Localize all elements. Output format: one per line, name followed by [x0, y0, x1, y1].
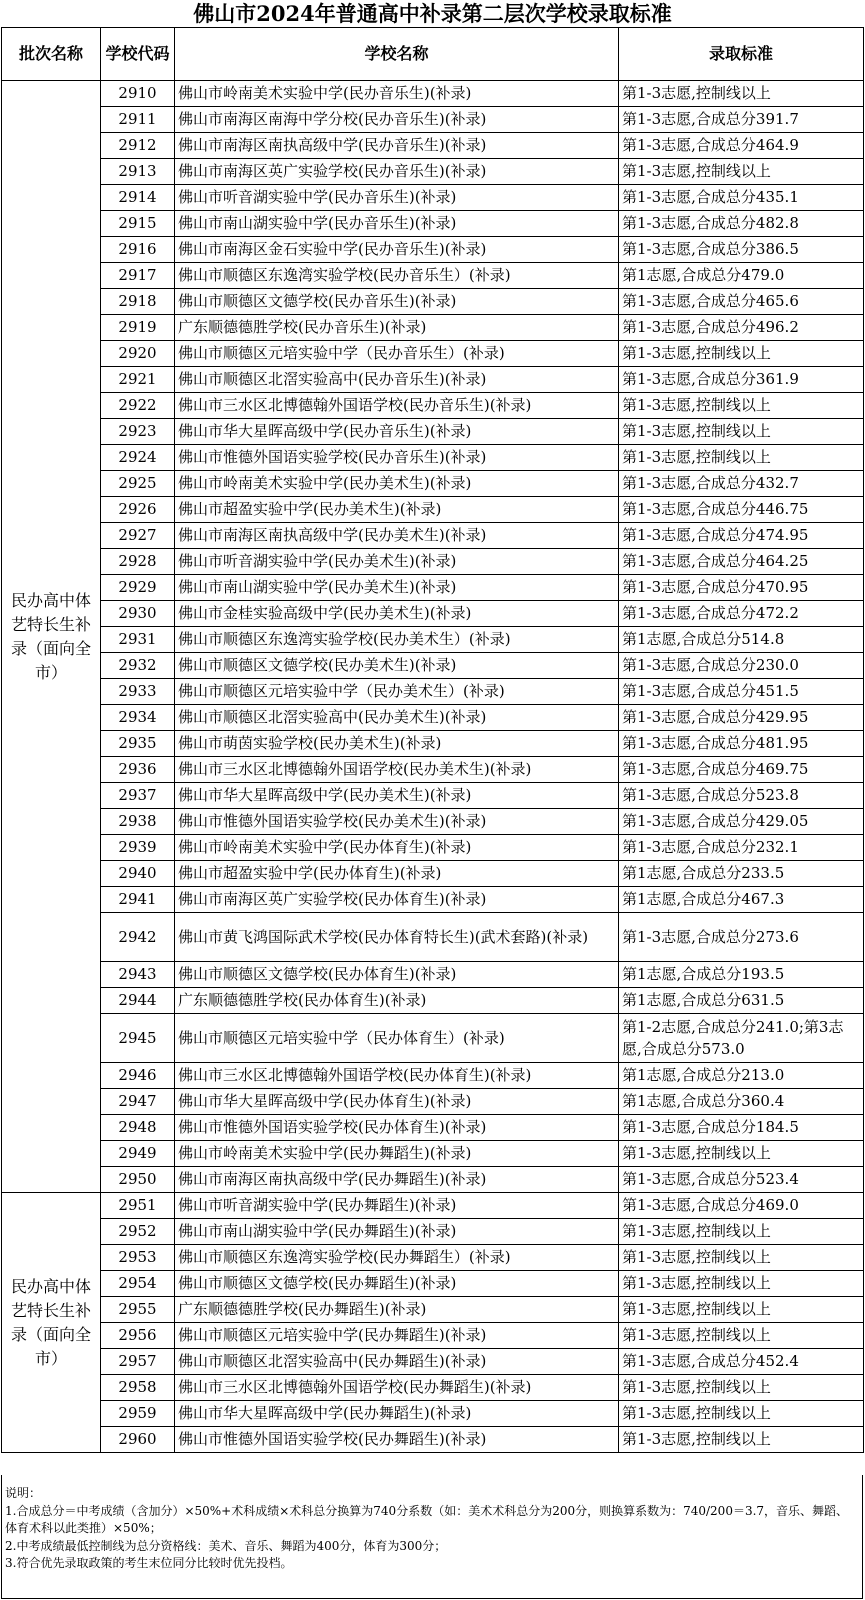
admission-table [1, 27, 864, 1453]
batch-name-cell: 民办高中体艺特长生补录（面向全市） [2, 1193, 101, 1453]
note-line: 1.合成总分＝中考成绩（含加分）×50%+术科成绩×术科总分换算为740分系数（如：美术术科总分为200分，则换算系数为：740/200＝3.7，音乐、舞蹈、体育术科以此类推）×50%； [5, 1503, 849, 1535]
school-name-cell: 佛山市南海区南执高级中学(民办舞蹈生)(补录) [175, 1167, 619, 1193]
school-code-cell: 2948 [101, 1115, 175, 1141]
table-row [2, 962, 864, 988]
admission-standard-cell: 第1-3志愿,合成总分464.25 [619, 549, 864, 575]
table-row [2, 679, 864, 705]
page-title: 佛山市2024年普通高中补录第二层次学校录取标准 [193, 1, 672, 26]
school-code-cell: 2955 [101, 1297, 175, 1323]
admission-standard-cell: 第1-3志愿,合成总分446.75 [619, 497, 864, 523]
table-row [2, 861, 864, 887]
table-row [2, 809, 864, 835]
admission-standard-cell: 第1-3志愿,合成总分230.0 [619, 653, 864, 679]
school-code-cell: 2949 [101, 1141, 175, 1167]
school-code-cell: 2910 [101, 81, 175, 107]
school-code-cell: 2952 [101, 1219, 175, 1245]
school-name-cell: 佛山市南海区英广实验学校(民办体育生)(补录) [175, 887, 619, 913]
school-code-cell: 2942 [101, 913, 175, 962]
table-row [2, 1401, 864, 1427]
table-row [2, 1115, 864, 1141]
admission-standard-cell: 第1-3志愿,合成总分273.6 [619, 913, 864, 962]
school-name-cell: 佛山市华大星晖高级中学(民办体育生)(补录) [175, 1089, 619, 1115]
school-code-cell: 2932 [101, 653, 175, 679]
table-row [2, 757, 864, 783]
admission-standard-cell: 第1志愿,合成总分514.8 [619, 627, 864, 653]
table-row [2, 1375, 864, 1401]
school-name-cell: 佛山市南山湖实验中学(民办舞蹈生)(补录) [175, 1219, 619, 1245]
school-name-cell: 广东顺德德胜学校(民办舞蹈生)(补录) [175, 1297, 619, 1323]
table-row [2, 1271, 864, 1297]
table-row [2, 1014, 864, 1063]
school-code-cell: 2911 [101, 107, 175, 133]
school-code-cell: 2951 [101, 1193, 175, 1219]
admission-standard-cell: 第1-3志愿,控制线以上 [619, 1271, 864, 1297]
school-name-cell: 佛山市顺德区元培实验中学（民办美术生）(补录) [175, 679, 619, 705]
school-name-cell: 佛山市岭南美术实验中学(民办美术生)(补录) [175, 471, 619, 497]
table-row [2, 159, 864, 185]
school-name-cell: 佛山市南海区南执高级中学(民办美术生)(补录) [175, 523, 619, 549]
note-line: 说明： [5, 1486, 42, 1500]
table-row [2, 523, 864, 549]
school-name-cell: 佛山市顺德区东逸湾实验学校(民办舞蹈生）(补录) [175, 1245, 619, 1271]
school-name-cell: 佛山市顺德区北滘实验高中(民办音乐生)(补录) [175, 367, 619, 393]
school-code-cell: 2930 [101, 601, 175, 627]
admission-standard-cell: 第1志愿,合成总分479.0 [619, 263, 864, 289]
school-code-cell: 2946 [101, 1063, 175, 1089]
table-row [2, 471, 864, 497]
table-row [2, 887, 864, 913]
school-name-cell: 佛山市惟德外国语实验学校(民办体育生)(补录) [175, 1115, 619, 1141]
school-code-cell: 2923 [101, 419, 175, 445]
header-code: 学校代码 [101, 28, 175, 81]
admission-standard-cell: 第1-3志愿,合成总分452.4 [619, 1349, 864, 1375]
table-body [2, 81, 864, 1453]
admission-standard-cell: 第1-3志愿,合成总分523.4 [619, 1167, 864, 1193]
table-row [2, 107, 864, 133]
table-row [2, 601, 864, 627]
school-name-cell: 佛山市惟德外国语实验学校(民办音乐生)(补录) [175, 445, 619, 471]
admission-standard-cell: 第1志愿,合成总分467.3 [619, 887, 864, 913]
school-name-cell: 佛山市惟德外国语实验学校(民办美术生)(补录) [175, 809, 619, 835]
school-code-cell: 2937 [101, 783, 175, 809]
admission-standard-cell: 第1-3志愿,合成总分432.7 [619, 471, 864, 497]
school-code-cell: 2915 [101, 211, 175, 237]
school-name-cell: 广东顺德德胜学校(民办体育生)(补录) [175, 988, 619, 1014]
school-name-cell: 佛山市三水区北博德翰外国语学校(民办美术生)(补录) [175, 757, 619, 783]
header-batch: 批次名称 [2, 28, 101, 81]
table-row [2, 1167, 864, 1193]
admission-standard-cell: 第1-3志愿,合成总分474.95 [619, 523, 864, 549]
school-code-cell: 2921 [101, 367, 175, 393]
school-code-cell: 2957 [101, 1349, 175, 1375]
school-name-cell: 佛山市南海区南海中学分校(民办音乐生)(补录) [175, 107, 619, 133]
admission-standard-cell: 第1-3志愿,合成总分386.5 [619, 237, 864, 263]
admission-standard-cell: 第1-3志愿,控制线以上 [619, 1297, 864, 1323]
school-code-cell: 2920 [101, 341, 175, 367]
school-code-cell: 2925 [101, 471, 175, 497]
school-code-cell: 2916 [101, 237, 175, 263]
table-row [2, 393, 864, 419]
admission-standard-cell: 第1-3志愿,合成总分361.9 [619, 367, 864, 393]
school-code-cell: 2914 [101, 185, 175, 211]
school-name-cell: 佛山市三水区北博德翰外国语学校(民办音乐生)(补录) [175, 393, 619, 419]
school-code-cell: 2938 [101, 809, 175, 835]
school-code-cell: 2922 [101, 393, 175, 419]
table-row [2, 575, 864, 601]
admission-standard-cell: 第1-3志愿,合成总分470.95 [619, 575, 864, 601]
school-name-cell: 佛山市顺德区元培实验中学(民办舞蹈生)(补录) [175, 1323, 619, 1349]
admission-standard-cell: 第1-3志愿,控制线以上 [619, 341, 864, 367]
table-row [2, 445, 864, 471]
school-name-cell: 佛山市萌茵实验学校(民办美术生)(补录) [175, 731, 619, 757]
school-name-cell: 佛山市顺德区东逸湾实验学校(民办音乐生）(补录) [175, 263, 619, 289]
school-code-cell: 2958 [101, 1375, 175, 1401]
table-row [2, 731, 864, 757]
header-name: 学校名称 [175, 28, 619, 81]
note-line: 3.符合优先录取政策的考生末位同分比较时优先投档。 [5, 1556, 293, 1570]
admission-standard-cell: 第1-3志愿,控制线以上 [619, 1401, 864, 1427]
school-code-cell: 2944 [101, 988, 175, 1014]
admission-standard-cell: 第1-3志愿,控制线以上 [619, 1245, 864, 1271]
school-name-cell: 佛山市华大星晖高级中学(民办音乐生)(补录) [175, 419, 619, 445]
table-row [2, 705, 864, 731]
school-code-cell: 2919 [101, 315, 175, 341]
table-row [2, 185, 864, 211]
school-code-cell: 2934 [101, 705, 175, 731]
admission-standard-cell: 第1-3志愿,控制线以上 [619, 1323, 864, 1349]
notes [1, 1475, 863, 1599]
admission-standard-cell: 第1-3志愿,合成总分429.95 [619, 705, 864, 731]
school-name-cell: 佛山市顺德区东逸湾实验学校(民办美术生）(补录) [175, 627, 619, 653]
admission-standard-cell: 第1-3志愿,控制线以上 [619, 1141, 864, 1167]
table-row [2, 653, 864, 679]
school-name-cell: 佛山市顺德区北滘实验高中(民办舞蹈生)(补录) [175, 1349, 619, 1375]
admission-standard-cell: 第1-3志愿,合成总分232.1 [619, 835, 864, 861]
school-name-cell: 佛山市顺德区文德学校(民办美术生)(补录) [175, 653, 619, 679]
table-row [2, 289, 864, 315]
school-code-cell: 2933 [101, 679, 175, 705]
table-row [2, 549, 864, 575]
school-code-cell: 2940 [101, 861, 175, 887]
admission-standard-cell: 第1-3志愿,合成总分391.7 [619, 107, 864, 133]
admission-standard-cell: 第1-2志愿,合成总分241.0;第3志愿,合成总分573.0 [619, 1014, 864, 1063]
school-code-cell: 2935 [101, 731, 175, 757]
table-row [2, 81, 864, 107]
school-name-cell: 佛山市南山湖实验中学(民办美术生)(补录) [175, 575, 619, 601]
admission-standard-cell: 第1-3志愿,合成总分496.2 [619, 315, 864, 341]
admission-standard-cell: 第1-3志愿,合成总分464.9 [619, 133, 864, 159]
table-header-row [2, 28, 864, 81]
school-name-cell: 佛山市南海区英广实验学校(民办音乐生)(补录) [175, 159, 619, 185]
admission-standard-cell: 第1-3志愿,合成总分481.95 [619, 731, 864, 757]
school-name-cell: 佛山市三水区北博德翰外国语学校(民办舞蹈生)(补录) [175, 1375, 619, 1401]
table-row [2, 913, 864, 962]
table-row [2, 367, 864, 393]
table-row [2, 1063, 864, 1089]
table-row [2, 1193, 864, 1219]
school-name-cell: 佛山市华大星晖高级中学(民办舞蹈生)(补录) [175, 1401, 619, 1427]
school-name-cell: 佛山市南海区南执高级中学(民办音乐生)(补录) [175, 133, 619, 159]
school-name-cell: 佛山市岭南美术实验中学(民办音乐生)(补录) [175, 81, 619, 107]
table-row [2, 1089, 864, 1115]
school-name-cell: 佛山市三水区北博德翰外国语学校(民办体育生)(补录) [175, 1063, 619, 1089]
admission-standard-cell: 第1-3志愿,控制线以上 [619, 393, 864, 419]
table-row [2, 211, 864, 237]
school-code-cell: 2954 [101, 1271, 175, 1297]
table-row [2, 263, 864, 289]
school-code-cell: 2947 [101, 1089, 175, 1115]
admission-standard-cell: 第1-3志愿,合成总分469.0 [619, 1193, 864, 1219]
school-code-cell: 2927 [101, 523, 175, 549]
admission-standard-cell: 第1-3志愿,合成总分451.5 [619, 679, 864, 705]
school-name-cell: 佛山市惟德外国语实验学校(民办舞蹈生)(补录) [175, 1427, 619, 1453]
table-row [2, 237, 864, 263]
school-code-cell: 2939 [101, 835, 175, 861]
school-name-cell: 佛山市超盈实验中学(民办体育生)(补录) [175, 861, 619, 887]
school-name-cell: 佛山市岭南美术实验中学(民办舞蹈生)(补录) [175, 1141, 619, 1167]
table-row [2, 1349, 864, 1375]
school-name-cell: 佛山市岭南美术实验中学(民办体育生)(补录) [175, 835, 619, 861]
table-row [2, 341, 864, 367]
admission-standard-cell: 第1-3志愿,合成总分184.5 [619, 1115, 864, 1141]
school-code-cell: 2950 [101, 1167, 175, 1193]
school-name-cell: 佛山市超盈实验中学(民办美术生)(补录) [175, 497, 619, 523]
school-code-cell: 2912 [101, 133, 175, 159]
table-row [2, 1297, 864, 1323]
school-code-cell: 2936 [101, 757, 175, 783]
admission-standard-cell: 第1志愿,合成总分233.5 [619, 861, 864, 887]
school-code-cell: 2928 [101, 549, 175, 575]
school-name-cell: 佛山市顺德区文德学校(民办舞蹈生)(补录) [175, 1271, 619, 1297]
admission-standard-cell: 第1-3志愿,控制线以上 [619, 445, 864, 471]
admission-standard-cell: 第1-3志愿,控制线以上 [619, 1427, 864, 1453]
school-code-cell: 2943 [101, 962, 175, 988]
school-code-cell: 2917 [101, 263, 175, 289]
table-row [2, 315, 864, 341]
admission-standard-cell: 第1志愿,合成总分631.5 [619, 988, 864, 1014]
school-code-cell: 2941 [101, 887, 175, 913]
table-row [2, 1427, 864, 1453]
admission-standard-cell: 第1志愿,合成总分213.0 [619, 1063, 864, 1089]
school-code-cell: 2929 [101, 575, 175, 601]
batch-name-cell: 民办高中体艺特长生补录（面向全市） [2, 81, 101, 1193]
school-code-cell: 2959 [101, 1401, 175, 1427]
school-code-cell: 2956 [101, 1323, 175, 1349]
admission-standard-cell: 第1-3志愿,控制线以上 [619, 419, 864, 445]
table-row [2, 783, 864, 809]
school-name-cell: 佛山市听音湖实验中学(民办舞蹈生)(补录) [175, 1193, 619, 1219]
school-code-cell: 2924 [101, 445, 175, 471]
admission-standard-cell: 第1志愿,合成总分193.5 [619, 962, 864, 988]
table-row [2, 627, 864, 653]
school-name-cell: 佛山市听音湖实验中学(民办美术生)(补录) [175, 549, 619, 575]
school-code-cell: 2953 [101, 1245, 175, 1271]
school-name-cell: 广东顺德德胜学校(民办音乐生)(补录) [175, 315, 619, 341]
admission-standard-cell: 第1-3志愿,合成总分435.1 [619, 185, 864, 211]
admission-standard-cell: 第1-3志愿,合成总分472.2 [619, 601, 864, 627]
school-code-cell: 2960 [101, 1427, 175, 1453]
admission-standard-cell: 第1-3志愿,合成总分523.8 [619, 783, 864, 809]
school-name-cell: 佛山市顺德区文德学校(民办音乐生)(补录) [175, 289, 619, 315]
note-line: 2.中考成绩最低控制线为总分资格线：美术、音乐、舞蹈为400分，体育为300分； [5, 1538, 447, 1553]
header-standard: 录取标准 [619, 28, 864, 81]
school-name-cell: 佛山市顺德区北滘实验高中(民办美术生)(补录) [175, 705, 619, 731]
school-code-cell: 2931 [101, 627, 175, 653]
table-row [2, 835, 864, 861]
table-row [2, 497, 864, 523]
table-row [2, 1245, 864, 1271]
school-name-cell: 佛山市金桂实验高级中学(民办美术生)(补录) [175, 601, 619, 627]
table-row [2, 1219, 864, 1245]
admission-standard-cell: 第1-3志愿,合成总分429.05 [619, 809, 864, 835]
school-name-cell: 佛山市顺德区元培实验中学（民办音乐生）(补录) [175, 341, 619, 367]
school-code-cell: 2918 [101, 289, 175, 315]
table-row [2, 1141, 864, 1167]
admission-standard-cell: 第1-3志愿,控制线以上 [619, 1219, 864, 1245]
table-row [2, 988, 864, 1014]
school-code-cell: 2945 [101, 1014, 175, 1063]
school-name-cell: 佛山市南山湖实验中学(民办音乐生)(补录) [175, 211, 619, 237]
admission-standard-cell: 第1-3志愿,控制线以上 [619, 159, 864, 185]
school-code-cell: 2926 [101, 497, 175, 523]
school-name-cell: 佛山市听音湖实验中学(民办音乐生)(补录) [175, 185, 619, 211]
school-name-cell: 佛山市黄飞鸿国际武术学校(民办体育特长生)(武术套路)(补录) [175, 913, 619, 962]
school-name-cell: 佛山市顺德区元培实验中学（民办体育生）(补录) [175, 1014, 619, 1063]
admission-standard-cell: 第1志愿,合成总分360.4 [619, 1089, 864, 1115]
school-name-cell: 佛山市华大星晖高级中学(民办美术生)(补录) [175, 783, 619, 809]
school-name-cell: 佛山市顺德区文德学校(民办体育生)(补录) [175, 962, 619, 988]
school-name-cell: 佛山市南海区金石实验中学(民办音乐生)(补录) [175, 237, 619, 263]
school-code-cell: 2913 [101, 159, 175, 185]
table-row [2, 419, 864, 445]
admission-standard-cell: 第1-3志愿,合成总分465.6 [619, 289, 864, 315]
admission-standard-cell: 第1-3志愿,控制线以上 [619, 1375, 864, 1401]
admission-standard-cell: 第1-3志愿,控制线以上 [619, 81, 864, 107]
table-row [2, 133, 864, 159]
admission-standard-cell: 第1-3志愿,合成总分482.8 [619, 211, 864, 237]
admission-standard-cell: 第1-3志愿,合成总分469.75 [619, 757, 864, 783]
table-row [2, 1323, 864, 1349]
